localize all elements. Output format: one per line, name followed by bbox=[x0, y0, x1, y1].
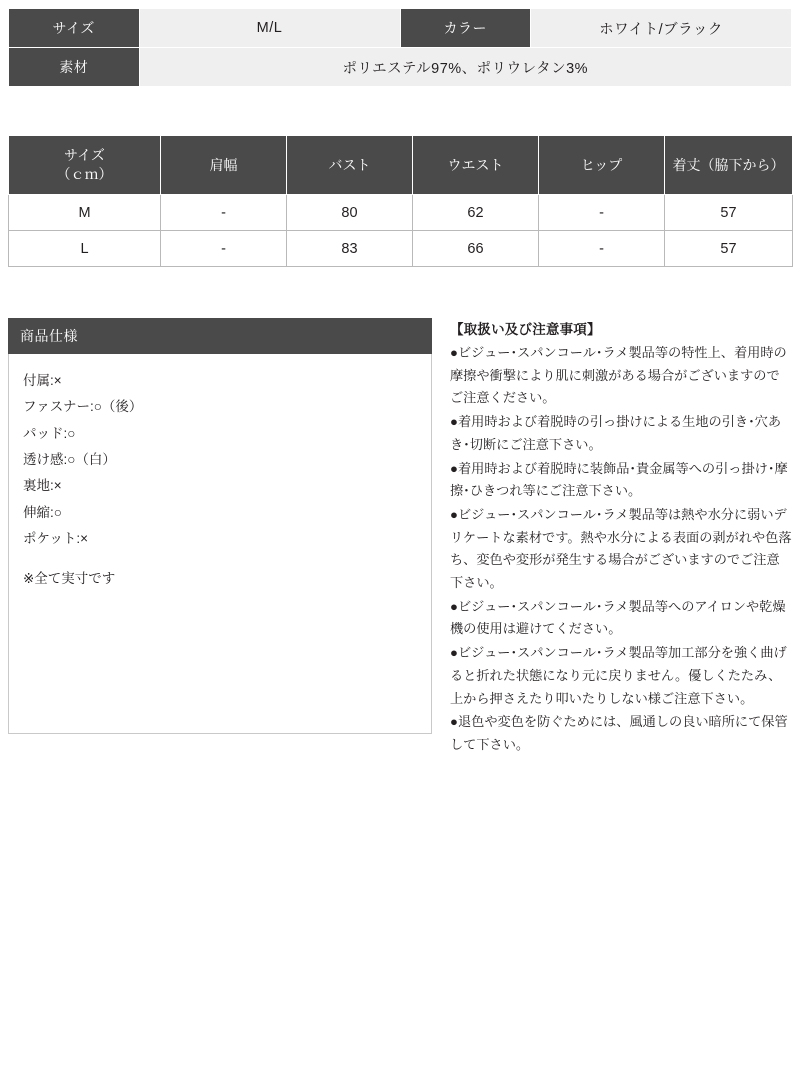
cell-bust-l: 83 bbox=[287, 231, 413, 267]
notes-heading: 【取扱い及び注意事項】 bbox=[450, 322, 601, 337]
spec-line: ファスナー:○（後） bbox=[23, 399, 143, 415]
list-item: ●退色や変色を防ぐためには、風通しの良い暗所にて保管して下さい。 bbox=[450, 714, 788, 752]
spec-line: 伸縮:○ bbox=[23, 504, 62, 520]
list-item: ●ビジュー･スパンコール･ラメ製品等の特性上、着用時の摩擦や衝撃により肌に刺激がある場合がございますのでご注意ください。 bbox=[450, 345, 787, 406]
col-header-waist: ウエスト bbox=[413, 136, 539, 195]
table-row bbox=[9, 231, 793, 267]
col-header-hip: ヒップ bbox=[539, 136, 665, 195]
spec-line: 付属:× bbox=[23, 373, 62, 388]
cell-waist-m: 62 bbox=[413, 195, 539, 231]
spec-line: ポケット:× bbox=[23, 530, 88, 546]
list-item: ●ビジュー･スパンコール･ラメ製品等は熱や水分に弱いデリケートな素材です。熱や水分による表面の剥がれや色落ち、変色や変形が発生する場合がございますのでご注意下さい。 bbox=[450, 506, 792, 591]
cell-shoulder-m: - bbox=[161, 195, 287, 231]
list-item: ●ビジュー･スパンコール･ラメ製品等加工部分を強く曲げると折れた状態になり元に戻りません。優しくたたみ、上から押さえたり叩いたりしない様ご注意下さい。 bbox=[450, 645, 787, 706]
measurement-table-head bbox=[9, 136, 793, 195]
cell-length-m: 57 bbox=[665, 195, 793, 231]
col-header-shoulder: 肩幅 bbox=[161, 136, 287, 195]
table-row bbox=[9, 48, 792, 87]
spec-value-color: ホワイト/ブラック bbox=[531, 9, 792, 48]
spec-table bbox=[8, 8, 792, 87]
table-header-row bbox=[9, 136, 793, 195]
cell-bust-m: 80 bbox=[287, 195, 413, 231]
spacer bbox=[23, 552, 417, 566]
measurement-table-body bbox=[9, 195, 793, 267]
list-item: ●着用時および着脱時の引っ掛けによる生地の引き･穴あき･切断にご注意下さい。 bbox=[450, 414, 782, 452]
spec-label-material: 素材 bbox=[9, 48, 140, 87]
spec-label-color: カラー bbox=[400, 9, 531, 48]
spec-table-body bbox=[9, 9, 792, 87]
cell-waist-l: 66 bbox=[413, 231, 539, 267]
col-header-size-line1: サイズ bbox=[64, 147, 105, 164]
table-row bbox=[9, 195, 793, 231]
cell-shoulder-l: - bbox=[161, 231, 287, 267]
spec-value-size: M/L bbox=[139, 9, 400, 48]
table-row bbox=[9, 9, 792, 48]
spec-value-material: ポリエステル97%、ポリウレタン3% bbox=[139, 48, 792, 87]
notes-list bbox=[450, 342, 792, 757]
list-item: ●着用時および着脱時に装飾品･貴金属等への引っ掛け･摩擦･ひきつれ等にご注意下さい。 bbox=[450, 460, 788, 499]
list-item: ●ビジュー･スパンコール･ラメ製品等へのアイロンや乾燥機の使用は避けてください。 bbox=[450, 598, 786, 637]
col-header-size-line2: （ｃｍ） bbox=[56, 166, 113, 182]
spec-line: 透け感:○（白） bbox=[23, 451, 116, 467]
col-header-bust: バスト bbox=[287, 136, 413, 195]
bottom-section bbox=[8, 318, 792, 758]
spec-label-size: サイズ bbox=[9, 9, 140, 48]
product-spec-body bbox=[8, 354, 432, 734]
spec-line: 裏地:× bbox=[23, 478, 62, 494]
product-spec-title: 商品仕様 bbox=[8, 318, 432, 354]
cell-length-l: 57 bbox=[665, 231, 793, 267]
col-header-length: 着丈（脇下から） bbox=[665, 136, 793, 195]
notes-panel bbox=[450, 318, 792, 758]
cell-size-l: L bbox=[9, 231, 161, 267]
measurement-table bbox=[8, 135, 793, 267]
cell-size-m: M bbox=[9, 195, 161, 231]
cell-hip-m: - bbox=[539, 195, 665, 231]
cell-hip-l: - bbox=[539, 231, 665, 267]
spec-footnote: ※全て実寸です bbox=[23, 571, 116, 587]
spec-line: パッド:○ bbox=[23, 425, 76, 441]
col-header-size bbox=[9, 136, 161, 195]
product-spec-panel bbox=[8, 318, 432, 758]
